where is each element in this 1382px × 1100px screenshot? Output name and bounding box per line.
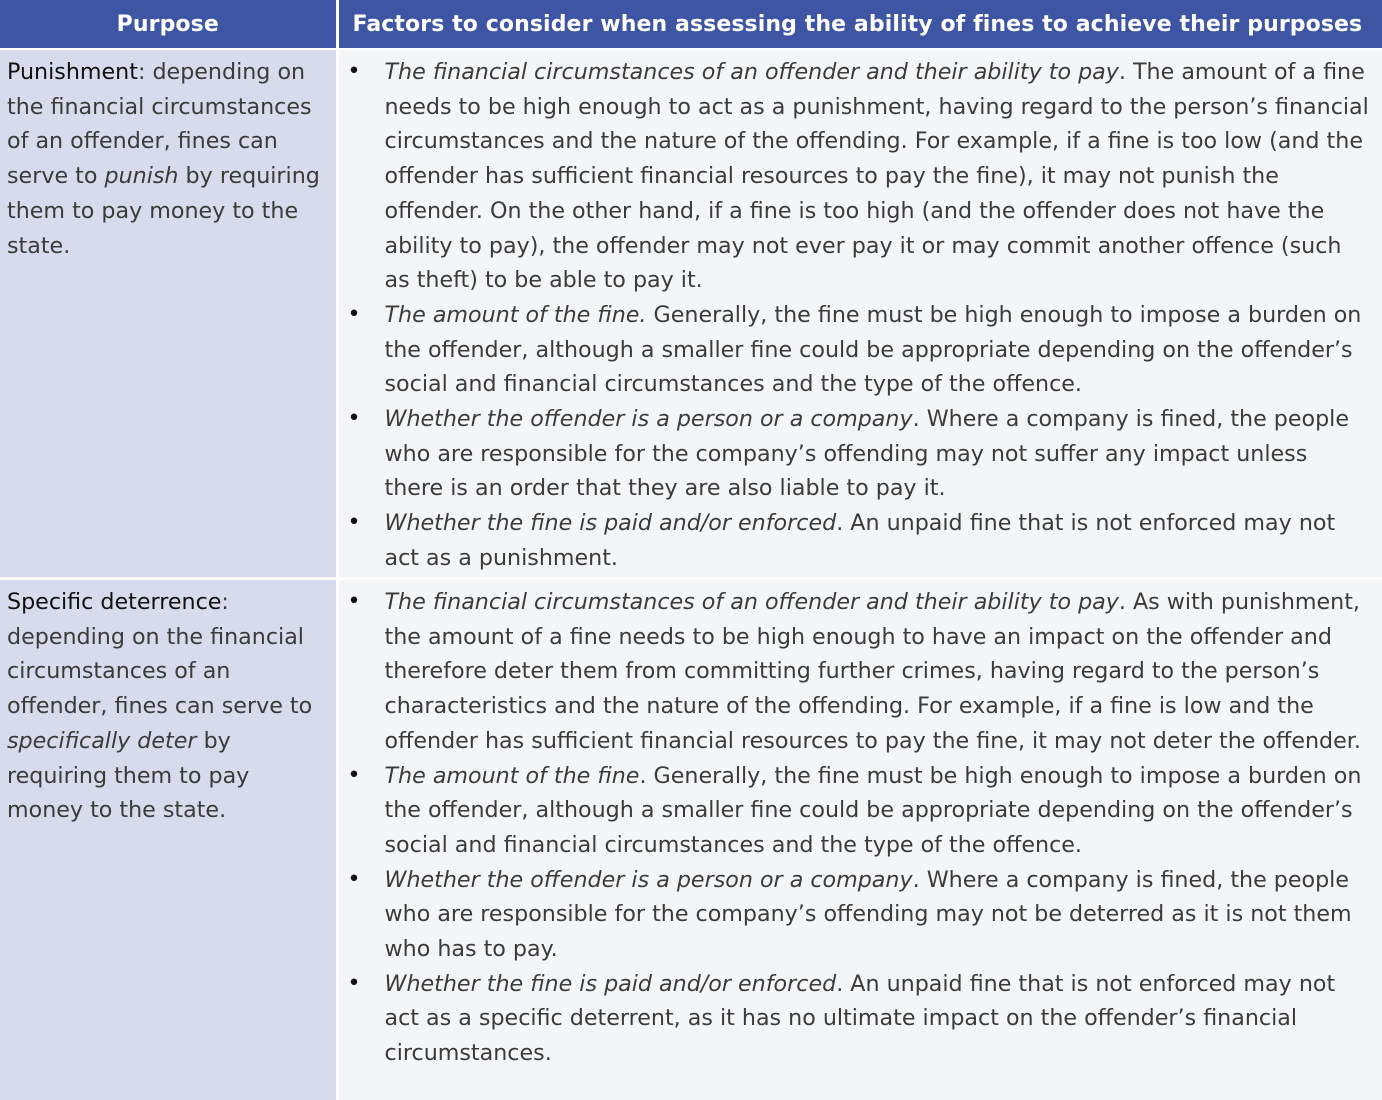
purpose-emphasis: punish [105,163,179,189]
factor-heading: Whether the offender is a person or a company [385,867,913,893]
factors-cell [337,49,1382,579]
factor-heading: Whether the fine is paid and/or enforced [385,510,837,536]
factor-heading: The amount of the fine. [385,302,647,328]
factor-text: . An unpaid fine that is not enforced may not act as a punishment. [385,510,1336,571]
factor-text: . An unpaid fine that is not enforced may not act as a specific deterrent, as it has no ultimate impact on the offender’s financial circumstances. [385,971,1336,1066]
purpose-cell [0,579,337,1100]
factor-heading: The financial circumstances of an offender and their ability to pay [385,59,1119,85]
factor-item [348,585,1373,759]
factor-text: . The amount of a fine needs to be high enough to act as a punishment, having regard to the person’s financial circumstances and the nature of the offending. For example, if a fine is too low (and the offender has sufficient financial resources to pay the fine), it may not punish the offender. On the other hand, if a fine is too high (and the offender does not have the ability to pay), the offender may not ever pay it or may commit another offence (such as theft) to be able to pay it. [385,59,1369,293]
purpose-text: by requiring them to pay money to the state. [7,163,320,258]
factor-text: . Where a company is fined, the people who are responsible for the company’s offending may not suffer any impact unless there is an order that they are also liable to pay it. [385,406,1350,501]
factor-item [348,759,1373,863]
factor-text: Generally, the fine must be high enough to impose a burden on the offender, although a smaller fine could be appropriate depending on the offender’s social and financial circumstances and the type of the offence. [385,302,1362,397]
factor-heading: Whether the fine is paid and/or enforced [385,971,837,997]
purpose-cell [0,49,337,579]
purpose-text: by requiring them to pay money to the state. [7,728,249,823]
factor-text: . As with punishment, the amount of a fine needs to be high enough to have an impact on the offender and therefore deter them from committing further crimes, having regard to the person’s characteristics and the nature of the offending. For example, if a fine is low and the offender has sufficient financial resources to pay the fine, it may not deter the offender. [385,589,1361,754]
factor-text: . Where a company is fined, the people who are responsible for the company’s offending may not be deterred as it is not them who has to pay. [385,867,1352,962]
purpose-text: : depending on the financial circumstances of an offender, fines can serve to [7,589,312,719]
factor-heading: The amount of the fine [385,763,640,789]
factor-item [348,967,1373,1071]
column-header-purpose: Purpose [0,0,337,49]
purpose-term: Punishment [7,59,138,85]
factor-heading: The financial circumstances of an offender and their ability to pay [385,589,1119,615]
purpose-text: : depending on the financial circumstances of an offender, fines can serve to [7,59,312,189]
factor-item [348,506,1373,575]
purpose-emphasis: specifically deter [7,728,197,754]
table-row-specific-deterrence [0,579,1382,1100]
table-row-punishment [0,49,1382,579]
factor-item [348,55,1373,298]
purpose-term: Specific deterrence [7,589,221,615]
factor-item [348,402,1373,506]
factor-text: . Generally, the fine must be high enough to impose a burden on the offender, although a smaller fine could be appropriate depending on the offender’s social and financial circumstances and the type of the offence. [385,763,1362,858]
factors-cell [337,579,1382,1100]
factor-item [348,863,1373,967]
column-header-factors: Factors to consider when assessing the ability of fines to achieve their purposes [337,0,1382,49]
factor-heading: Whether the offender is a person or a company [385,406,913,432]
factor-item [348,298,1373,402]
table-header-row [0,0,1382,49]
factors-list [348,585,1373,1071]
factors-list [348,55,1373,576]
